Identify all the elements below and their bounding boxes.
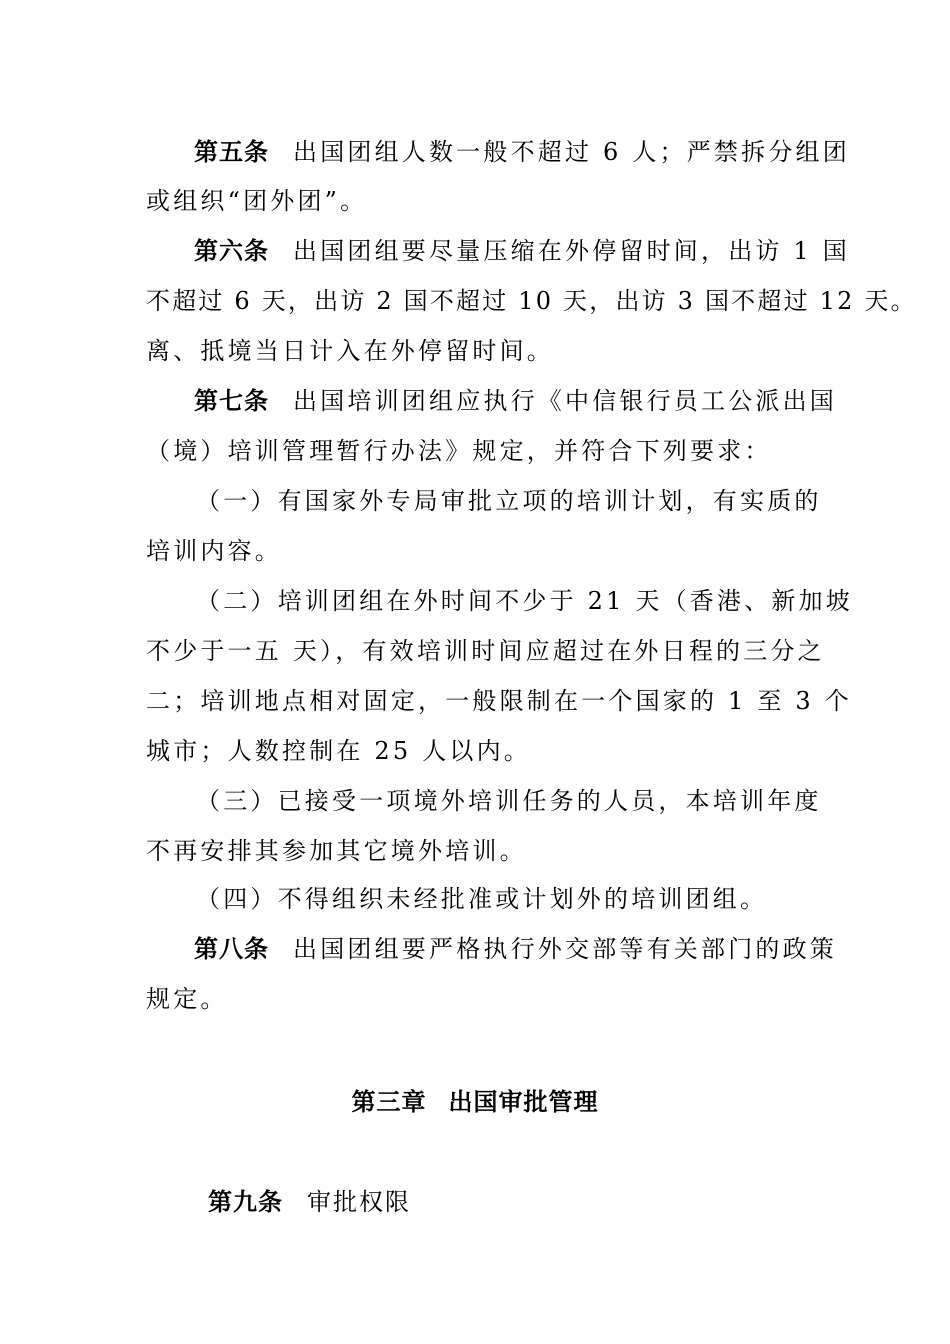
article8-label: 第八条 (194, 934, 269, 963)
article9-title: 审批权限 (307, 1188, 411, 1216)
article6-line2: 不超过 6 天，出访 2 国不超过 10 天，出访 3 国不超过 12 天。 (146, 287, 917, 315)
article7-line1 (194, 386, 837, 416)
article7-item3-line1: （三）已接受一项境外培训任务的人员，本培训年度 (196, 787, 822, 815)
article7-item2-line4: 城市；人数控制在 25 人以内。 (146, 737, 531, 765)
article7-item4-line1: （四）不得组织未经批准或计划外的培训团组。 (196, 885, 768, 913)
article5-text1: 出国团组人数一般不超过 6 人；严禁拆分组团 (293, 138, 850, 166)
article7-item2-line2: 不少于一五 天），有效培训时间应超过在外日程的三分之 (146, 637, 825, 665)
chapter-number: 第三章 (351, 1087, 427, 1116)
article7-text1: 出国培训团组应执行《中信银行员工公派出国 (293, 387, 837, 415)
article6-line3: 离、抵境当日计入在外停留时间。 (146, 337, 554, 365)
article8-line2: 规定。 (146, 985, 228, 1013)
article7-item2-line1: （二）培训团组在外时间不少于 21 天（香港、新加坡 (196, 587, 853, 615)
chapter-heading (0, 1082, 950, 1117)
article7-label: 第七条 (194, 386, 269, 415)
article8-line1 (194, 934, 837, 964)
article9-label: 第九条 (208, 1187, 283, 1216)
article6-text1: 出国团组要尽量压缩在外停留时间，出访 1 国 (293, 237, 850, 265)
article6-label: 第六条 (194, 236, 269, 265)
article5-label: 第五条 (194, 137, 269, 166)
article8-text1: 出国团组要严格执行外交部等有关部门的政策 (293, 935, 837, 963)
article7-line2: （境）培训管理暂行办法》规定，并符合下列要求： (146, 437, 772, 465)
article7-item1-line2: 培训内容。 (146, 537, 282, 565)
article7-item3-line2: 不再安排其参加其它境外培训。 (146, 837, 527, 865)
article9-line (208, 1182, 411, 1217)
article6-line1 (194, 236, 850, 266)
article5-line1 (194, 137, 850, 167)
article7-item2-line3: 二；培训地点相对固定，一般限制在一个国家的 1 至 3 个 (146, 687, 852, 715)
article5-line2: 或组织“团外团”。 (146, 187, 368, 215)
chapter-title: 出国审批管理 (448, 1087, 599, 1116)
article7-item1-line1: （一）有国家外专局审批立项的培训计划，有实质的 (196, 487, 822, 515)
